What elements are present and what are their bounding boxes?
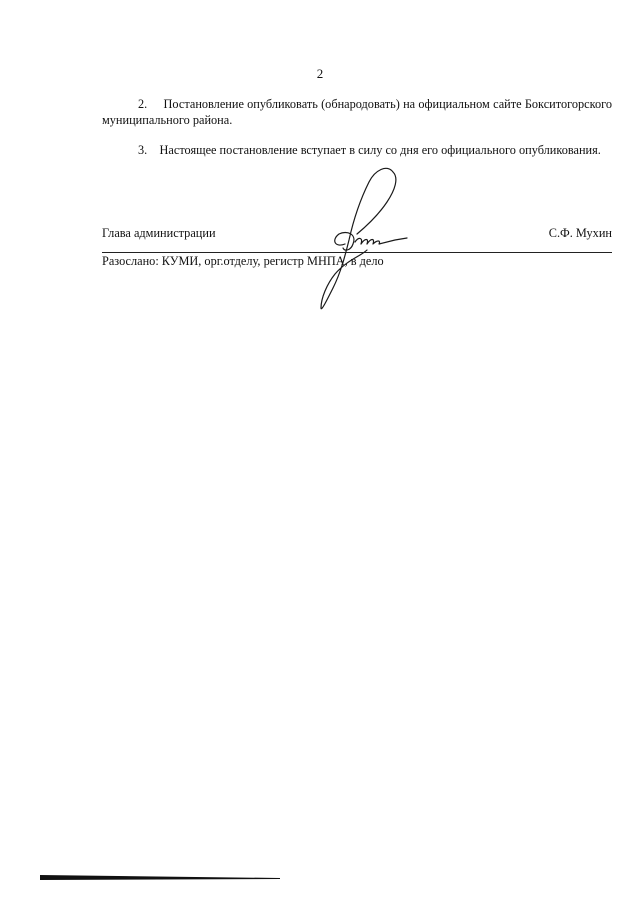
scan-edge-mark	[40, 872, 280, 882]
paragraph-3: 3. Настоящее постановление вступает в силу со дня его официального опубликования.	[138, 143, 601, 157]
signatory-position: Глава администрации	[102, 226, 216, 240]
page-number: 2	[316, 66, 324, 81]
paragraph-2: 2. Постановление опубликовать (обнародовать) на официальном сайте Бокситогорского муниципального района.	[102, 97, 612, 127]
distribution-list: Разослано: КУМИ, орг.отделу, регистр МНПА, в дело	[102, 254, 384, 268]
signatory-name: С.Ф. Мухин	[548, 226, 612, 240]
handwritten-signature	[295, 160, 425, 315]
